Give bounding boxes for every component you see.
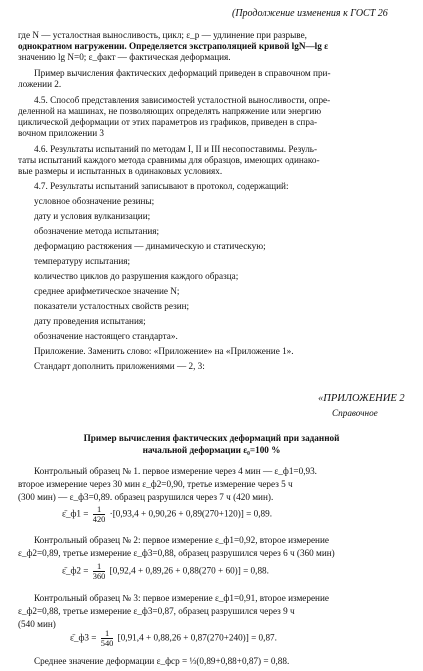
list-item: обозначение настоящего стандарта». — [34, 331, 178, 341]
sample1-line2: второе измерение через 30 мин ε_ф2=0,90, третье измерение через 5 ч — [18, 479, 293, 489]
list-item: дату проведения испытания; — [34, 316, 146, 326]
list-item: температуру испытания; — [34, 256, 131, 266]
para45-line2: деленной на машинах, не позволяющих определять напряжение или энергию — [18, 106, 322, 116]
formula-1-rhs: ·[0,93,4 + 0,90,26 + 0,89(270+120)] = 0,89. — [109, 508, 272, 519]
para47: 4.7. Результаты испытаний записывают в протокол, содержащий: — [34, 181, 289, 191]
list-item: показатели усталостных свойств резин; — [34, 301, 190, 311]
sample1-line3: (300 мин) — ε_ф3=0,89. образец разрушился через 7 ч (420 мин). — [18, 492, 274, 502]
page-header: (Продолжение изменения к ГОСТ 26 — [232, 8, 388, 19]
mean-line: Среднее значение деформации ε_фср = ⅓(0,89+0,88+0,87) = 0,88. — [34, 656, 290, 666]
appendix-title: «ПРИЛОЖЕНИЕ 2 — [318, 393, 405, 404]
list-item: количество циклов до разрушения каждого образца; — [34, 271, 239, 281]
formula-1 — [62, 505, 272, 524]
formula-3-rhs: [0,91,4 + 0,88,26 + 0,87(270+240)] = 0,87. — [117, 632, 277, 643]
para46-line1: 4.6. Результаты испытаний по методам I, II и III несопоставимы. Резуль- — [34, 144, 318, 154]
sample3-line3: (540 мин) — [18, 619, 56, 629]
para2-line1: Пример вычисления фактических деформаций приведен в справочном при- — [34, 68, 331, 78]
example-title-1: Пример вычисления фактических деформаций при заданной — [83, 433, 340, 443]
formula-3-lhs: ε̄_ф3 = — [70, 632, 97, 643]
para2-line2: ложении 2. — [18, 79, 62, 89]
para1-line1: где N — усталостная выносливость, цикл; ε_p — удлинение при разрыве, — [18, 30, 307, 40]
appendix-line: Приложение. Заменить слово: «Приложение» на «Приложение 1». — [34, 346, 294, 356]
para45-line3: циклической деформации от этих параметров из графиков, приведен в спра- — [18, 117, 318, 127]
list-item: обозначение метода испытания; — [34, 226, 160, 236]
formula-1-den: 420 — [92, 515, 106, 524]
example-title-2: начальной деформации ε₀=100 % — [142, 445, 281, 455]
formula-3-num: 1 — [101, 629, 114, 639]
para1-line3: значению lg N=0; ε_факт — фактическая деформация. — [18, 52, 231, 62]
formula-1-lhs: ε̄_ф1 = — [62, 508, 89, 519]
formula-2-rhs: [0,92,4 + 0,89,26 + 0,88(270 + 60)] = 0,88. — [109, 565, 269, 576]
para46-line2: таты испытаний каждого метода сравнимы для образцов, имеющих одинако- — [18, 155, 320, 165]
list-item: деформацию растяжения — динамическую и статическую; — [34, 241, 266, 251]
list-item: среднее арифметическое значение N; — [34, 286, 180, 296]
sample2-line2: ε_ф2=0,89, третье измерение ε_ф3=0,88, образец разрушился через 6 ч (360 мин) — [18, 548, 335, 558]
para1-line2: однократном нагружении. Определяется экстраполяцией кривой lgN—lg ε — [18, 41, 329, 51]
standard-line: Стандарт дополнить приложениями — 2, 3: — [34, 361, 205, 371]
formula-2 — [62, 562, 269, 581]
formula-2-den: 360 — [92, 572, 106, 581]
sample3-line1: Контрольный образец № 3: первое измерение ε_ф1=0,91, второе измерение — [34, 593, 329, 603]
appendix-subtitle: Справочное — [332, 408, 378, 418]
sample1-line1: Контрольный образец № 1. первое измерение через 4 мин — ε_ф1=0,93. — [34, 466, 317, 476]
formula-1-num: 1 — [93, 505, 106, 515]
para45-line1: 4.5. Способ представления зависимостей усталостной выносливости, опре- — [34, 95, 331, 105]
formula-2-lhs: ε̄_ф2 = — [62, 565, 89, 576]
sample3-line2: ε_ф2=0,88, третье измерение ε_ф3=0,87, образец разрушился через 9 ч — [18, 606, 295, 616]
formula-3-den: 540 — [100, 639, 114, 648]
list-item: дату и условия вулканизации; — [34, 211, 151, 221]
sample2-line1: Контрольный образец № 2: первое измерение ε_ф1=0,92, второе измерение — [34, 535, 329, 545]
formula-2-num: 1 — [93, 562, 106, 572]
formula-3 — [70, 629, 277, 648]
list-item: условное обозначение резины; — [34, 196, 155, 206]
para46-line3: вые размеры и испытанных в одинаковых условиях. — [18, 166, 223, 176]
para45-line4: вочном приложении 3 — [18, 128, 105, 138]
